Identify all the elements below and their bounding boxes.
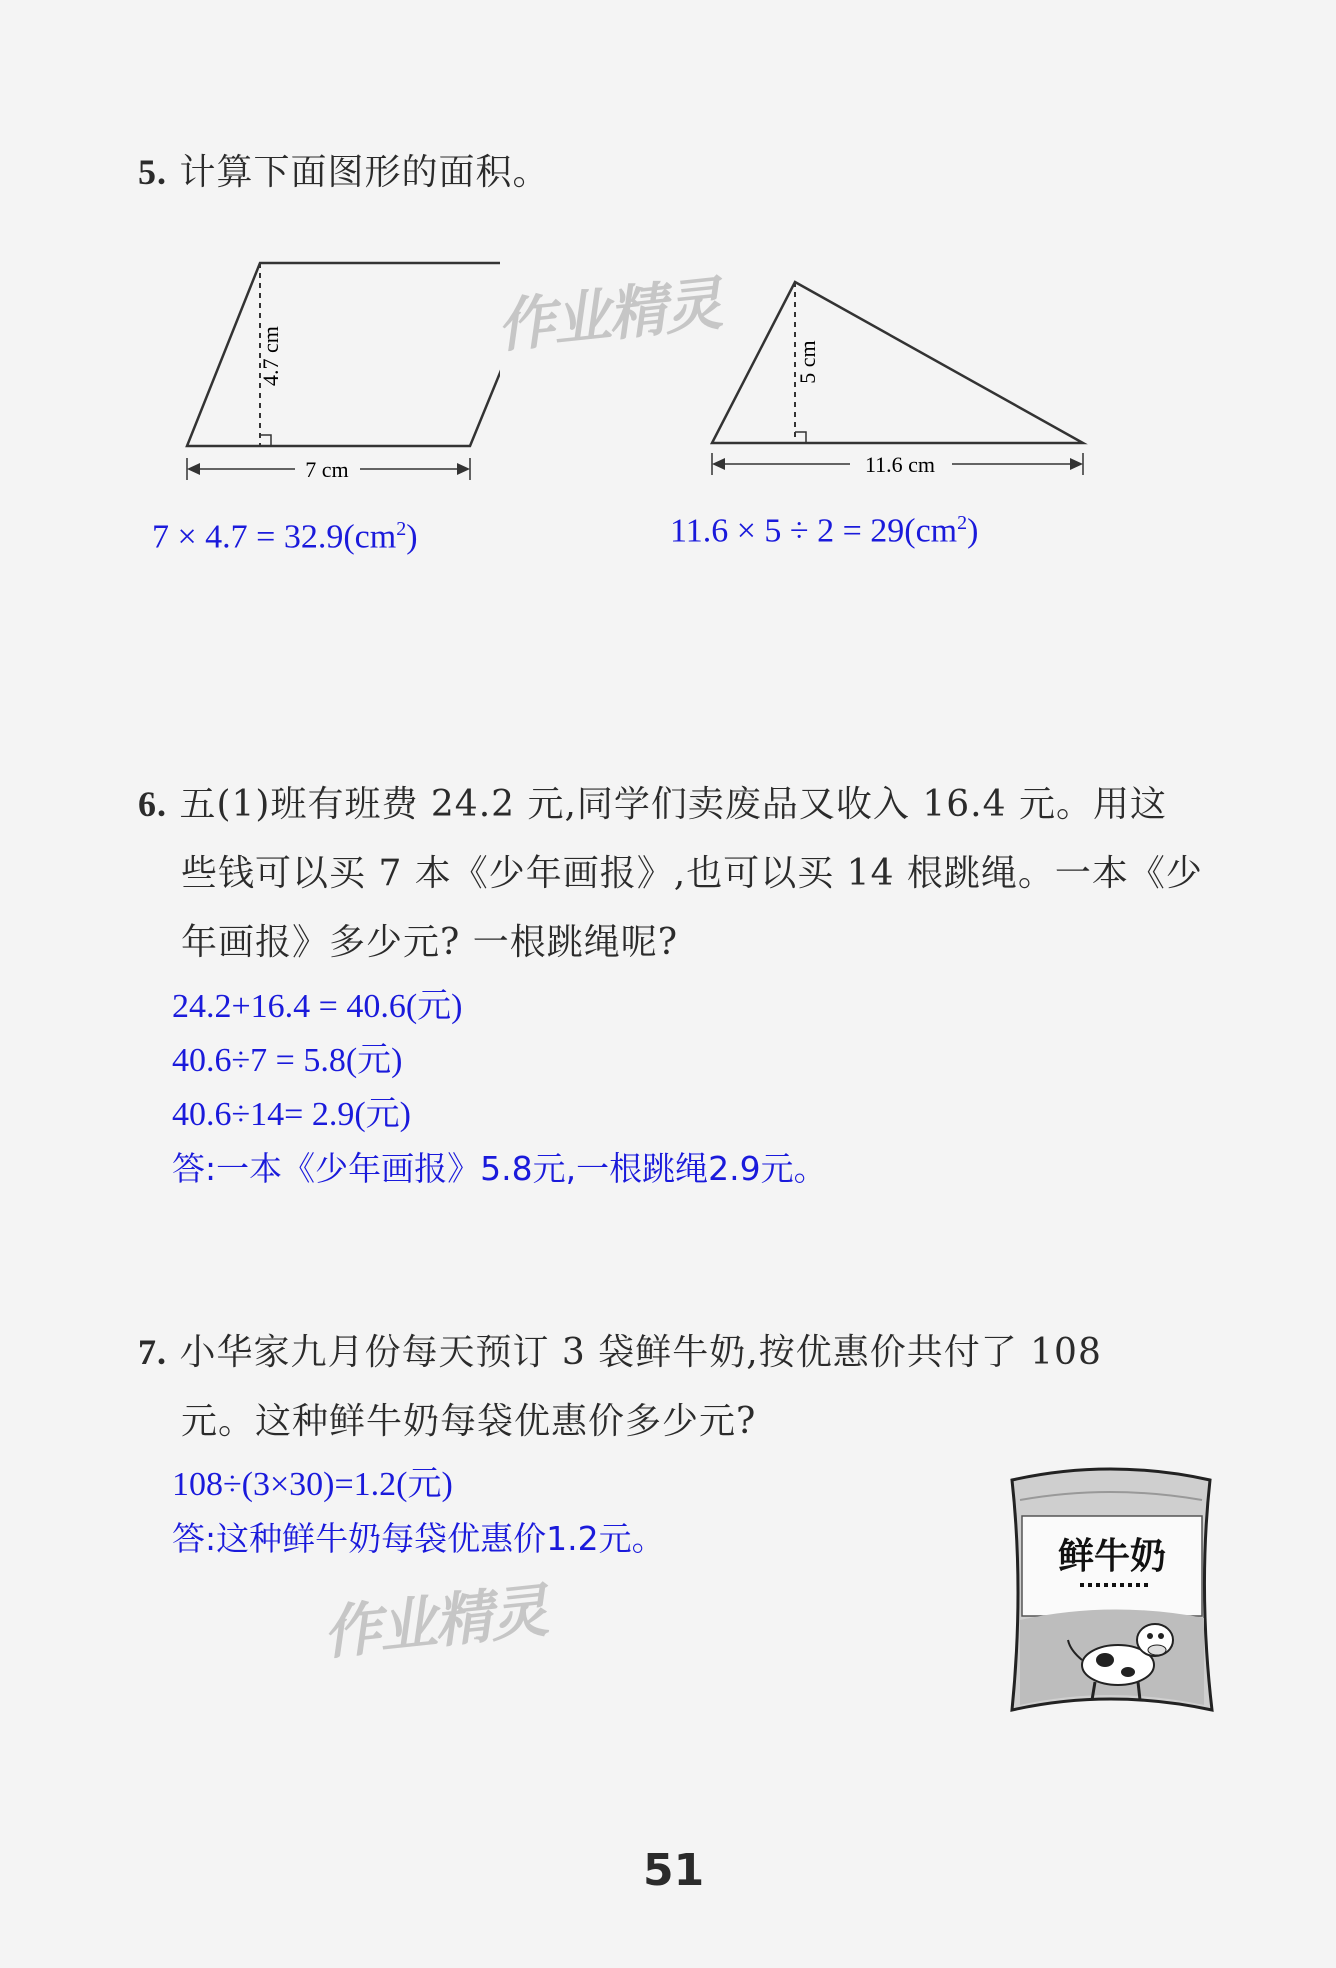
parallelogram-figure <box>170 250 500 490</box>
question-line: 小华家九月份每天预订 3 袋鲜牛奶,按优惠价共付了 108 <box>179 1332 1102 1373</box>
final-answer: 答:这种鲜牛奶每袋优惠价1.2元。 <box>172 1519 665 1558</box>
milk-label: 鲜牛奶 <box>1057 1536 1167 1577</box>
answer-line: 108÷(3×30)=1.2(元) <box>172 1466 453 1503</box>
question-line: 些钱可以买 7 本《少年画报》,也可以买 14 根跳绳。一本《少 <box>181 853 1203 894</box>
question-6 <box>138 770 1238 977</box>
triangle-shape <box>712 282 1083 443</box>
question-7 <box>138 1318 1238 1456</box>
page-number: 51 <box>643 1845 705 1896</box>
answer-line: 40.6÷7 = 5.8(元) <box>172 1042 403 1079</box>
q7-answers <box>172 1458 665 1566</box>
height-label: 5 cm <box>795 340 820 384</box>
watermark: 作业精灵 <box>319 1576 550 1668</box>
question-number: 5. <box>138 152 167 192</box>
parallelogram-shape <box>187 263 500 446</box>
base-label: 7 cm <box>305 457 349 482</box>
answer-line: 24.2+16.4 = 40.6(元) <box>172 988 463 1025</box>
question-5 <box>138 138 549 207</box>
answer-triangle: $11.6 \times 5 \div 2 = 29(cm^2)$ <box>670 512 979 550</box>
question-number: 6. <box>138 784 167 824</box>
question-line: 年画报》多少元? 一根跳绳呢? <box>181 922 679 963</box>
answer-parallelogram: $7 \times 4.7 = 32.9(cm^2)$ <box>152 518 418 556</box>
final-answer: 答:一本《少年画报》5.8元,一根跳绳2.9元。 <box>172 1149 827 1188</box>
right-angle-mark <box>795 432 806 443</box>
triangle-figure <box>690 270 1100 490</box>
watermark: 作业精灵 <box>493 269 724 361</box>
question-line: 元。这种鲜牛奶每袋优惠价多少元? <box>181 1401 757 1442</box>
right-angle-mark <box>260 435 271 446</box>
milk-bag-illustration <box>1000 1460 1220 1720</box>
question-text: 计算下面图形的面积。 <box>179 152 550 193</box>
answer-line: 40.6÷14= 2.9(元) <box>172 1096 411 1133</box>
height-label: 4.7 cm <box>258 326 283 386</box>
question-number: 7. <box>138 1332 167 1372</box>
base-label: 11.6 cm <box>864 452 936 477</box>
question-line: 五(1)班有班费 24.2 元,同学们卖废品又收入 16.4 元。用这 <box>179 784 1167 825</box>
q6-answers <box>172 980 827 1196</box>
